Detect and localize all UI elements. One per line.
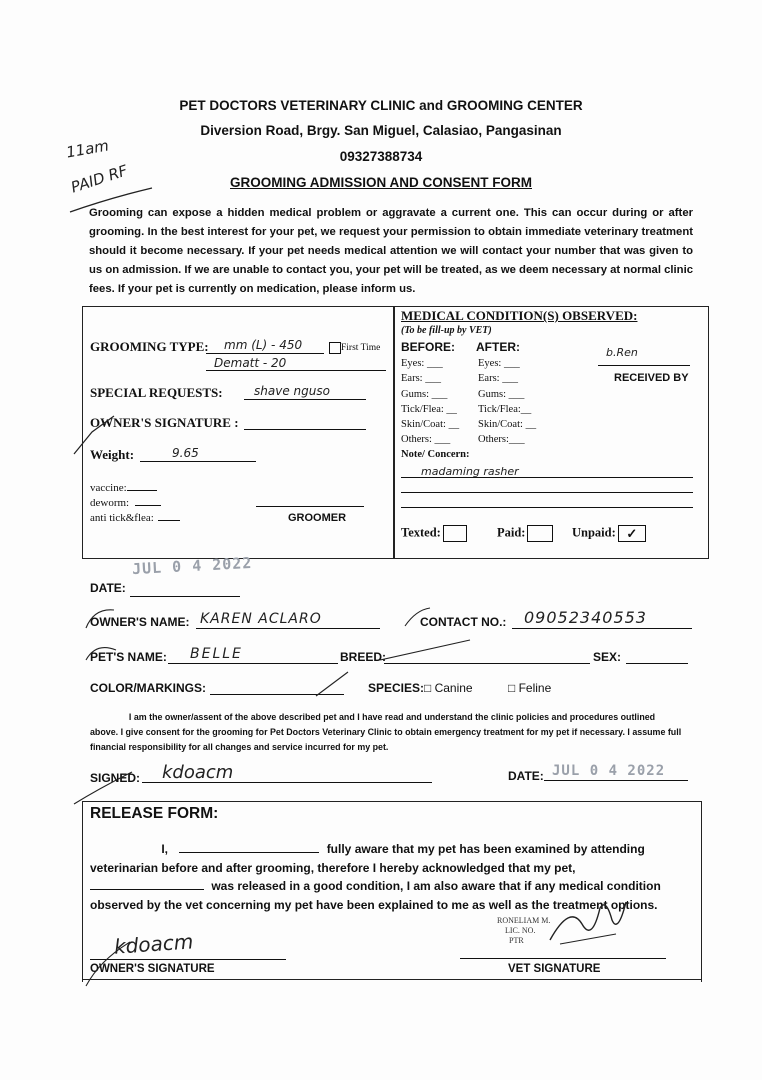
paid-label: Paid: [497, 525, 526, 540]
release-pet-line[interactable] [90, 877, 204, 890]
grooming-type-label: GROOMING TYPE: [90, 339, 209, 354]
owner-name-value: KAREN ACLARO [200, 611, 322, 627]
received-by-value: b.Ren [606, 346, 638, 359]
release-name-line[interactable] [179, 840, 319, 853]
consent-date-stamp: JUL 0 4 2022 [552, 763, 666, 779]
anti-tick-text: anti tick&flea: [90, 512, 154, 524]
before-ears: Ears: [401, 373, 423, 385]
vet-signature-label: VET SIGNATURE [508, 963, 601, 975]
deworm-label [90, 497, 161, 509]
weight-label: Weight: [90, 447, 135, 462]
canine-option[interactable]: □ Canine [424, 681, 473, 695]
vaccine-label [90, 482, 157, 494]
owner-signature-line[interactable] [244, 412, 366, 430]
medical-subtitle: (To be fill-up by VET) [401, 325, 492, 336]
date-label: DATE: [90, 581, 126, 595]
grooming-type-line1 [206, 336, 324, 354]
groomer-label: GROOMER [288, 512, 347, 524]
after-ears: Ears: [478, 373, 500, 385]
release-box-bottom [82, 979, 702, 980]
first-time-label: First Time [341, 343, 381, 353]
note-line1[interactable] [401, 462, 693, 478]
grooming-type-value1: mm (L) - 450 [224, 338, 303, 352]
consent-line1: I am the owner/assent of the above described pet and I have read and understand the clinic policies and procedures outlined [128, 712, 656, 722]
anti-tick-label [90, 512, 180, 524]
handwritten-paid-note: PAID RF [68, 161, 130, 197]
received-by-line [598, 365, 690, 366]
texted-field [401, 525, 467, 542]
after-skincoat: Skin/Coat: [478, 419, 523, 431]
signed-value: kdoacm [162, 762, 234, 783]
grooming-type-value2: Dematt - 20 [214, 356, 287, 370]
clinic-name: PET DOCTORS VETERINARY CLINIC and GROOMING CENTER [179, 98, 583, 113]
clinic-phone: 09327388734 [339, 149, 423, 164]
clinic-address: Diversion Road, Brgy. San Miguel, Calasiao, Pangasinan [200, 123, 562, 138]
after-tickflea: Tick/Flea: [478, 403, 521, 415]
before-skincoat: Skin/Coat: [401, 419, 446, 431]
release-text4: observed by the vet concerning my pet have been explained to me as well as the treatment options. [90, 897, 658, 912]
color-label: COLOR/MARKINGS: [90, 681, 206, 695]
before-list: Eyes: ___ Ears: ___ Gums: ___ Tick/Flea: __ Skin/Coat: __ Others: ___ [401, 358, 460, 446]
release-text2: veterinarian before and after grooming, therefore I hereby acknowledged that my pet, [90, 860, 576, 875]
release-title: RELEASE FORM: [90, 805, 219, 822]
special-requests-line [244, 382, 366, 400]
grooming-type-line2 [206, 354, 386, 371]
unpaid-field [572, 525, 646, 542]
contact-label: CONTACT NO.: [420, 615, 507, 629]
handwritten-slashes [80, 600, 700, 710]
consent-paragraph [90, 710, 694, 755]
release-text3: was released in a good condition, I am also aware that if any medical condition [211, 879, 661, 893]
after-list: Eyes: ___ Ears: ___ Gums: ___ Tick/Flea:__ Skin/Coat: __ Others:___ [478, 358, 537, 446]
special-requests-value: shave nguso [254, 384, 330, 398]
note-label: Note/ Concern: [401, 449, 470, 460]
date-stamp: JUL 0 4 2022 [131, 553, 253, 579]
handwritten-mark [70, 410, 120, 460]
sex-label: SEX: [593, 650, 622, 664]
medical-title: MEDICAL CONDITION(S) OBSERVED: [401, 308, 638, 323]
note-line2 [401, 492, 693, 493]
note-value: madaming rasher [421, 465, 519, 478]
unpaid-label: Unpaid: [572, 525, 616, 540]
texted-checkbox[interactable] [443, 525, 467, 542]
release-text1: fully aware that my pet has been examined by attending [326, 842, 645, 856]
weight-line [140, 444, 256, 462]
unpaid-checkbox[interactable]: ✓ [618, 525, 646, 542]
weight-value: 9.65 [172, 446, 199, 460]
consent-rest: above. I give consent for the grooming for Pet Doctors Veterinary Clinic to obtain emergency treatment for my pet if necessary. I assume full financial responsibility for all changes and service incurred for my pet. [90, 727, 682, 752]
feline-option[interactable]: □ Feline [508, 681, 552, 695]
intro-paragraph: Grooming can expose a hidden medical problem or aggravate a current one. This can occur during or after grooming. In the best interest for your pet, we request your permission to obtain immediate veterinary treatment should it become necessary. If your pet needs medical attention we will contact your number that was given to us on admission. If we are unable to contact you, your pet will be treated, as we deem necessary at normal clinic fees. If your pet is currently on medication, please inform us. [89, 207, 693, 295]
note-line3 [401, 507, 693, 508]
release-i-label: I, [161, 842, 168, 856]
vaccine-text: vaccine: [90, 482, 127, 494]
signed-line[interactable] [142, 762, 432, 783]
handwritten-bottom-stroke [80, 930, 140, 990]
groomer-line[interactable] [256, 492, 364, 507]
breed-label: BREED: [340, 650, 387, 664]
vet-signature-line[interactable] [460, 958, 666, 959]
after-others: Others: [478, 434, 509, 446]
received-by-label: RECEIVED BY [614, 372, 689, 384]
owner-signature-bottom-label: OWNER'S SIGNATURE [90, 963, 215, 975]
consent-date-line[interactable] [544, 762, 688, 781]
vet-stamp: RONELIAM M. LIC. NO. PTR [497, 916, 551, 945]
date-line[interactable] [130, 581, 240, 597]
before-eyes: Eyes: [401, 358, 425, 369]
texted-label: Texted: [401, 525, 441, 540]
form-title: GROOMING ADMISSION AND CONSENT FORM [230, 175, 532, 190]
after-gums: Gums: [478, 388, 507, 400]
before-label: BEFORE: [401, 340, 455, 354]
paid-checkbox[interactable] [527, 525, 553, 542]
pet-name-label: PET'S NAME: [90, 650, 167, 664]
species-label: SPECIES: [368, 681, 425, 695]
special-requests-label: SPECIAL REQUESTS: [90, 385, 223, 400]
pet-name-value: BELLE [190, 646, 243, 662]
contact-value: 09052340553 [524, 608, 647, 627]
before-gums: Gums: [401, 388, 430, 400]
vet-signature-scribble [540, 894, 630, 954]
before-others: Others: [401, 434, 432, 446]
owner-signature-label: OWNER'S SIGNATURE : [90, 415, 239, 430]
owner-signature-value: kdoacm [113, 929, 194, 959]
handwritten-time: 11am [64, 136, 111, 162]
paid-field [497, 525, 553, 542]
deworm-text: deworm: [90, 497, 130, 509]
signed-label: SIGNED: [90, 771, 141, 785]
after-eyes: Eyes: [478, 358, 502, 369]
after-label: AFTER: [476, 340, 520, 354]
consent-date-label: DATE: [508, 769, 544, 783]
owner-name-label: OWNER'S NAME: [90, 615, 190, 629]
before-tickflea: Tick/Flea: [401, 403, 444, 415]
first-time-checkbox[interactable] [329, 342, 341, 354]
